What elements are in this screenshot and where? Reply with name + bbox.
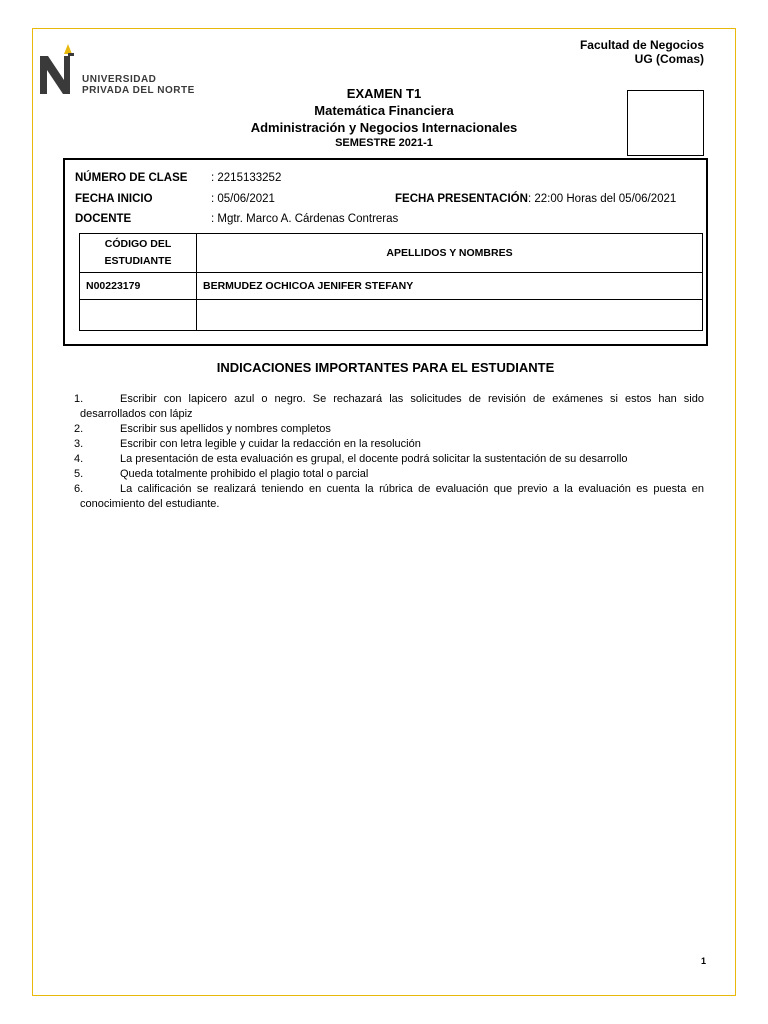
- logo-text-line2: PRIVADA DEL NORTE: [82, 85, 195, 96]
- code-column-header: [80, 234, 197, 273]
- page-number: 1: [700, 956, 706, 966]
- code-header-line1: CÓDIGO DEL: [104, 238, 172, 250]
- code-header-line2: ESTUDIANTE: [104, 255, 172, 267]
- list-item: [68, 482, 704, 512]
- semester: SEMESTRE 2021-1: [335, 137, 433, 149]
- faculty-name: Facultad de Negocios: [579, 38, 704, 52]
- item-number: 4.: [74, 453, 84, 465]
- start-date-label: FECHA INICIO: [75, 193, 153, 205]
- student-name: BERMUDEZ OCHICOA JENIFER STEFANY: [197, 273, 703, 300]
- item-number: 1.: [74, 393, 84, 405]
- item-text: Escribir con letra legible y cuidar la redacción en la resolución: [120, 438, 421, 450]
- student-name: [197, 300, 703, 331]
- students-table: [79, 233, 703, 331]
- table-header-row: [80, 234, 703, 273]
- item-number: 3.: [74, 438, 84, 450]
- list-item: [68, 467, 704, 482]
- logo-text-line1: UNIVERSIDAD: [82, 74, 157, 85]
- grade-box: [627, 90, 704, 156]
- class-number-label: NÚMERO DE CLASE: [75, 172, 188, 184]
- indications-title: INDICACIONES IMPORTANTES PARA EL ESTUDIANTE: [216, 360, 555, 375]
- course-name: Matemática Financiera: [314, 103, 454, 118]
- exam-title: EXAMEN T1: [346, 86, 422, 101]
- student-code: [80, 300, 197, 331]
- item-text: La calificación se realizará teniendo en cuenta la rúbrica de evaluación que previo a la evaluación es puesta en conocimiento del estudiante.: [80, 483, 704, 510]
- class-number-value: : 2215133252: [211, 172, 282, 184]
- campus-name: UG (Comas): [634, 52, 704, 66]
- item-number: 5.: [74, 468, 84, 480]
- faculty-block: [580, 38, 704, 66]
- list-item: [68, 392, 704, 422]
- item-number: 2.: [74, 423, 84, 435]
- table-row: [80, 300, 703, 331]
- list-item: [68, 437, 704, 452]
- item-text: La presentación de esta evaluación es grupal, el docente podrá solicitar la sustentación de su desarrollo: [120, 453, 628, 465]
- names-column-header: APELLIDOS Y NOMBRES: [197, 234, 703, 273]
- program-name: Administración y Negocios Internacionales: [250, 120, 518, 135]
- item-number: 6.: [74, 483, 84, 495]
- list-item: [68, 452, 704, 467]
- list-item: [68, 422, 704, 437]
- indications-list: [68, 392, 704, 512]
- presentation-date-value: : 22:00 Horas del 05/06/2021: [528, 193, 677, 205]
- item-text: Escribir sus apellidos y nombres completos: [120, 423, 331, 435]
- teacher-label: DOCENTE: [75, 213, 132, 225]
- start-date-value: : 05/06/2021: [211, 193, 275, 205]
- student-code: N00223179: [80, 273, 197, 300]
- exam-info-box: [63, 158, 708, 346]
- presentation-date-label: FECHA PRESENTACIÓN: [395, 193, 528, 205]
- teacher-value: : Mgtr. Marco A. Cárdenas Contreras: [211, 213, 399, 225]
- item-text: Queda totalmente prohibido el plagio total o parcial: [120, 468, 369, 480]
- table-row: [80, 273, 703, 300]
- item-text: Escribir con lapicero azul o negro. Se rechazará las solicitudes de revisión de exámenes si estos han sido desarrollados con lápiz: [80, 393, 704, 420]
